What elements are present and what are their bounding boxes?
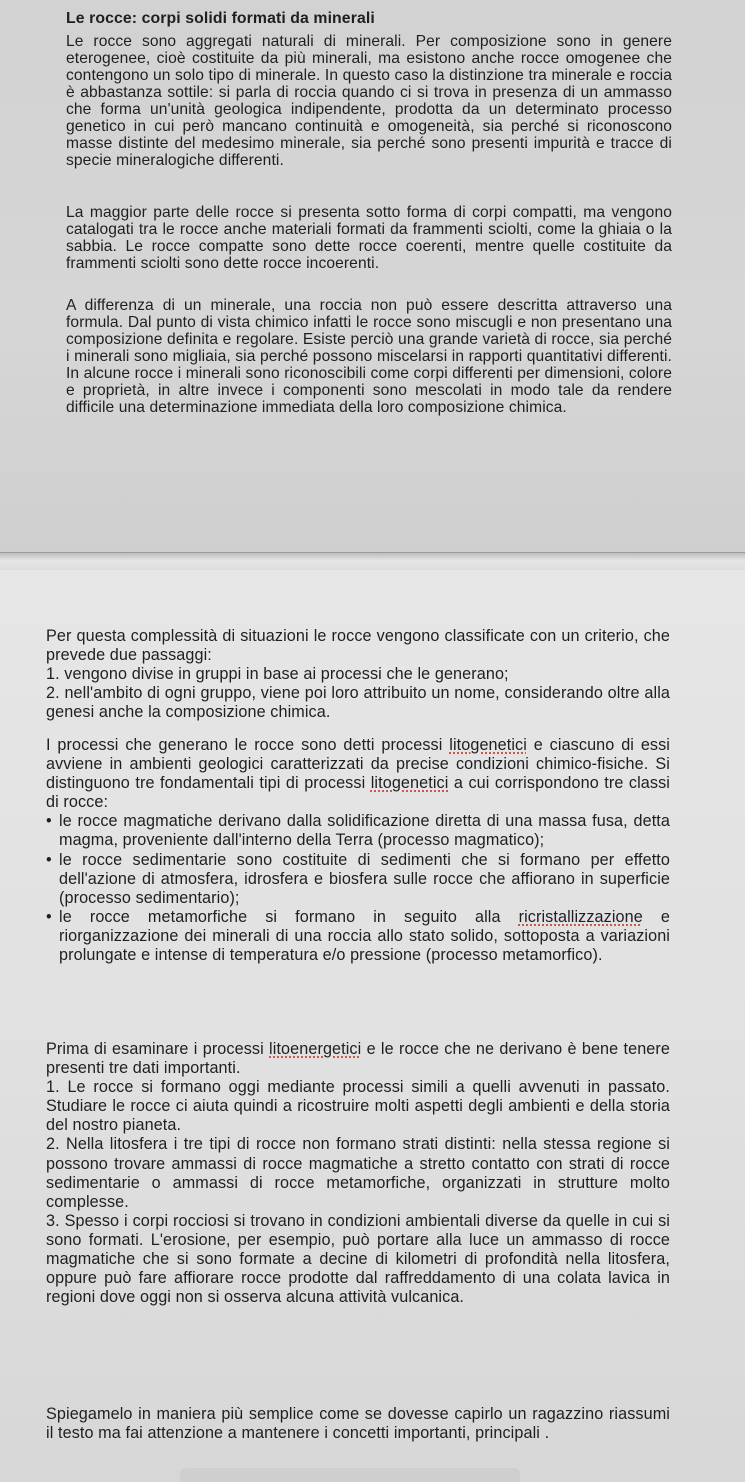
bullet-magmatic-text: le rocce magmatiche derivano dalla solidificazione diretta di una massa fusa, detta magma, proveniente dall'interno della Terra (processo magmatico); (59, 812, 670, 850)
bullet-sedimentary-text: le rocce sedimentarie sono costituite di sedimenti che si formano per effetto dell'azione di atmosfera, idrosfera e biosfera sulle rocce che affiorano in superficie (processo sedimentario); (59, 850, 670, 907)
textbook-photo-section (0, 0, 745, 552)
bullet-metamorphic-text-a: le rocce metamorfiche si formano in seguito alla (59, 907, 519, 926)
spellcheck-word-litogenetici[interactable]: litogenetici (449, 736, 527, 754)
facts-intro-a: Prima di esaminare i processi (46, 1040, 270, 1058)
bullet-dot: • (46, 850, 52, 869)
screenshot-divider (0, 552, 745, 570)
bullet-sedimentary (46, 851, 670, 908)
message-input-area[interactable] (0, 570, 745, 1482)
request-text: Spiegamelo in maniera più semplice come se dovesse capirlo un ragazzino riassumi il testo ma fai attenzione a mantenere i concetti importanti, principali . (46, 1405, 670, 1443)
bullet-dot: • (46, 907, 52, 926)
step-two: 2. nell'ambito di ogni gruppo, viene poi loro attribuito un nome, considerando oltre alla genesi anche la composizione chimica. (46, 684, 670, 722)
paragraph-processes (46, 736, 670, 965)
spellcheck-word-litogenetici-2[interactable]: litogenetici (370, 774, 449, 793)
paragraph-classification-intro (46, 627, 670, 722)
intro-text: Per questa complessità di situazioni le rocce vengono classificate con un criterio, che prevede due passaggi: (46, 627, 670, 665)
step-one: 1. vengono divise in gruppi in base ai processi che le generano; (46, 665, 509, 684)
paragraph-important-facts (46, 1040, 670, 1307)
bullet-metamorphic-text-b: e riorganizzazione dei minerali di una roccia allo stato solido, sottoposta a variazioni prolungate e intense di temperatura e/o pressione (processo metamorfico). (59, 907, 670, 965)
fact-one: 1. Le rocce si formano oggi mediante processi simili a quelli avvenuti in passato. Studiare le rocce ci aiuta quindi a ricostruire molti aspetti degli ambienti e della storia del nostro pianeta. (46, 1078, 670, 1135)
facts-intro-b: e le rocce che ne derivano è bene tenere presenti tre dati importanti. (46, 1040, 671, 1078)
processes-text-b: e ciascuno di essi avviene in ambienti geologici caratterizzati da precise condizioni chimico-fisiche. Si distinguono tre fondamentali tipi di processi (46, 736, 671, 793)
paragraph-composition: A differenza di un minerale, una roccia non può essere descritta attraverso una formula. Dal punto di vista chimico infatti le rocce sono miscugli e non presentano una composizione definita e regolare. Esiste perciò una grande varietà di rocce, sia perché i minerali sono migliaia, sia perché possono miscelarsi in rapporti quantitativi differenti. In alcune rocce i minerali sono riconoscibili come corpi differenti per dimensioni, colore e proprietà, in altre invece i componenti sono mescolati in modo tale da rendere difficile una determinazione immediata della loro composizione chimica. (66, 297, 672, 416)
bottom-edge-highlight (180, 1468, 520, 1482)
fact-two: 2. Nella litosfera i tre tipi di rocce non formano strati distinti: nella stessa regione si possono trovare ammassi di rocce magmatiche a stretto contatto con strati di rocce sedimentarie o ammassi di rocce metamorfiche, organizzati in strutture molto complesse. (46, 1135, 670, 1211)
processes-text-c: a cui corrispondono tre classi di rocce: (46, 774, 670, 812)
bullet-dot: • (46, 812, 52, 831)
fact-three: 3. Spesso i corpi rocciosi si trovano in condizioni ambientali diverse da quelle in cui si sono formati. L'erosione, per esempio, può portare alla luce un ammasso di rocce magmatiche che si sono formate a decine di kilometri di profondità nella litosfera, oppure può fare affiorare rocce prodotte dal raffreddamento di una colata lavica in regioni dove oggi non si osserva alcuna attività vulcanica. (46, 1211, 670, 1307)
bullet-magmatic (46, 812, 670, 850)
bullet-metamorphic (46, 908, 670, 965)
paragraph-compact-rocks: La maggior parte delle rocce si presenta sotto forma di corpi compatti, ma vengono catalogati tra le rocce anche materiali formati da frammenti sciolti, come la ghiaia o la sabbia. Le rocce compatte sono dette rocce coerenti, mentre quelle costituite da frammenti sciolti sono dette rocce incoerenti. (66, 204, 672, 272)
paragraph-definition: Le rocce sono aggregati naturali di minerali. Per composizione sono in genere eterogenee, cioè costituite da più minerali, ma esistono anche rocce omogenee che contengono un solo tipo di minerale. In questo caso la distinzione tra minerale e roccia è abbastanza sottile: si parla di roccia quando ci si trova in presenza di un ammasso che forma un'unità geologica indipendente, prodotta da un determinato processo genetico in cui però mancano continuità e omogeneità, sia perché si riconoscono masse distinte del medesimo minerale, sia perché sono presenti impurità e tracce di specie mineralogiche differenti. (66, 33, 672, 169)
user-request-text[interactable] (46, 1405, 670, 1443)
spellcheck-word-litoenergetici[interactable]: litoenergetici (269, 1040, 362, 1058)
spellcheck-word-ricristallizzazione[interactable]: ricristallizzazione (518, 907, 643, 926)
section-title: Le rocce: corpi solidi formati da minerali (66, 10, 375, 27)
processes-text-a: I processi che generano le rocce sono detti processi (46, 736, 450, 754)
